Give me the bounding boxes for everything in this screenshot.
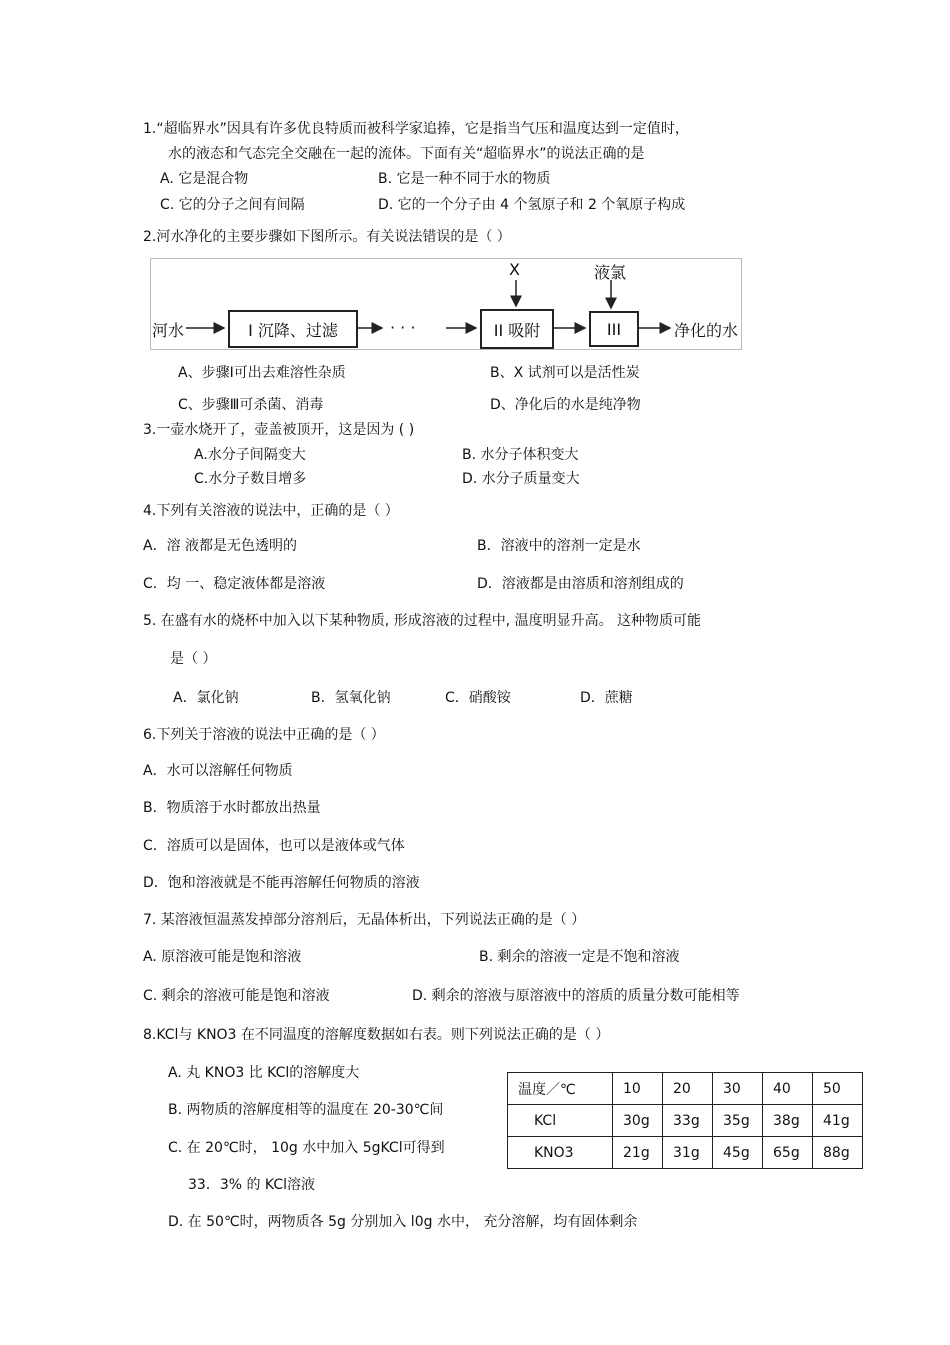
table-cell: 温度／℃ xyxy=(508,1073,613,1105)
q8-option-c-line2: 33．3% 的 KCl溶液 xyxy=(188,1177,316,1193)
table-cell: 31g xyxy=(663,1137,713,1169)
q2-option-b: B、X 试剂可以是活性炭 xyxy=(490,365,640,381)
q8-option-c-line1: C. 在 20℃时， 10g 水中加入 5gKCl可得到 xyxy=(168,1140,445,1156)
q4-stem: 4.下列有关溶液的说法中，正确的是（ ） xyxy=(143,503,399,519)
table-cell: 10 xyxy=(613,1073,663,1105)
q2-stem: 2.河水净化的主要步骤如下图所示。有关说法错误的是（ ） xyxy=(143,229,511,245)
step2-label: II 吸附 xyxy=(493,320,541,340)
q6-option-a: A．水可以溶解任何物质 xyxy=(143,763,293,779)
water-purification-diagram xyxy=(150,258,742,350)
table-header-row xyxy=(508,1073,863,1105)
liquid-chlorine-label: 液氯 xyxy=(594,263,627,282)
q1-option-b: B. 它是一种不同于水的物质 xyxy=(378,171,551,187)
q4-option-c: C．均 一、稳定液体都是溶液 xyxy=(143,576,326,592)
reagent-x-label: X xyxy=(509,260,520,279)
q5-option-a: A．氯化钠 xyxy=(173,690,239,706)
q2-option-d: D、净化后的水是纯净物 xyxy=(490,397,641,413)
q3-option-d: D. 水分子质量变大 xyxy=(462,471,580,487)
q7-option-d: D. 剩余的溶液与原溶液中的溶质的质量分数可能相等 xyxy=(412,988,740,1004)
q6-option-b: B．物质溶于水时都放出热量 xyxy=(143,800,321,816)
q2-option-a: A、步骤Ⅰ可出去难溶性杂质 xyxy=(178,365,346,381)
table-cell: 35g xyxy=(713,1105,763,1137)
q4-option-a: A．溶 液都是无色透明的 xyxy=(143,538,298,554)
q3-stem: 3.一壶水烧开了，壶盖被顶开，这是因为 ( ) xyxy=(143,422,415,438)
q5-stem-line1: 5. 在盛有水的烧杯中加入以下某种物质, 形成溶液的过程中, 温度明显升高。 这种物质可能 xyxy=(143,613,702,629)
q5-option-b: B．氢氧化钠 xyxy=(311,690,391,706)
ellipsis-label: · · · xyxy=(390,318,416,337)
table-cell: 30g xyxy=(613,1105,663,1137)
q3-option-b: B. 水分子体积变大 xyxy=(462,447,579,463)
q8-option-b: B. 两物质的溶解度相等的温度在 20-30℃间 xyxy=(168,1102,444,1118)
step3-label: III xyxy=(606,319,622,339)
table-cell: KNO3 xyxy=(508,1137,613,1169)
q1-option-c: C. 它的分子之间有间隔 xyxy=(160,197,305,213)
q8-option-a: A. 丸 KNO3 比 KCl的溶解度大 xyxy=(168,1065,360,1081)
step1-label: I 沉降、过滤 xyxy=(248,320,338,340)
table-cell: 30 xyxy=(713,1073,763,1105)
q4-option-b: B．溶液中的溶剂一定是水 xyxy=(477,538,641,554)
q1-option-a: A. 它是混合物 xyxy=(160,171,249,187)
q7-option-c: C. 剩余的溶液可能是饱和溶液 xyxy=(143,988,330,1004)
step1-box xyxy=(228,310,358,348)
table-cell: 88g xyxy=(813,1137,863,1169)
q8-stem: 8.KCl与 KNO3 在不同温度的溶解度数据如右表。则下列说法正确的是（ ） xyxy=(143,1027,610,1043)
table-cell: 50 xyxy=(813,1073,863,1105)
q1-stem-line1: 1.“超临界水”因具有许多优良特质而被科学家追捧，它是指当气压和温度达到一定值时， xyxy=(143,121,689,137)
river-water-label: 河水 xyxy=(152,321,185,340)
step3-box xyxy=(589,311,639,347)
q6-option-d: D．饱和溶液就是不能再溶解任何物质的溶液 xyxy=(143,875,420,891)
q1-stem-line2: 水的液态和气态完全交融在一起的流体。下面有关“超临界水”的说法正确的是 xyxy=(168,146,645,162)
purified-water-label: 净化的水 xyxy=(674,321,739,340)
q7-stem: 7. 某溶液恒温蒸发掉部分溶剂后，无晶体析出，下列说法正确的是（ ） xyxy=(143,912,586,928)
q5-stem-line2: 是（ ） xyxy=(170,651,217,667)
table-row xyxy=(508,1105,863,1137)
q6-option-c: C．溶质可以是固体，也可以是液体或气体 xyxy=(143,838,405,854)
q5-option-c: C．硝酸铵 xyxy=(445,690,511,706)
table-cell: 33g xyxy=(663,1105,713,1137)
q2-option-c: C、步骤Ⅲ可杀菌、消毒 xyxy=(178,397,324,413)
q8-option-d: D. 在 50℃时，两物质各 5g 分别加入 l0g 水中， 充分溶解，均有固体剩余 xyxy=(168,1214,638,1230)
q3-option-c: C.水分子数目增多 xyxy=(194,471,307,487)
q1-option-d: D. 它的一个分子由 4 个氢原子和 2 个氧原子构成 xyxy=(378,197,686,213)
solubility-table xyxy=(507,1072,863,1169)
step2-box xyxy=(480,309,554,349)
table-cell: 20 xyxy=(663,1073,713,1105)
q7-option-b: B. 剩余的溶液一定是不饱和溶液 xyxy=(479,949,680,965)
q7-option-a: A. 原溶液可能是饱和溶液 xyxy=(143,949,302,965)
table-row xyxy=(508,1137,863,1169)
table-cell: 21g xyxy=(613,1137,663,1169)
q4-option-d: D．溶液都是由溶质和溶剂组成的 xyxy=(477,576,684,592)
table-cell: 40 xyxy=(763,1073,813,1105)
table-cell: 38g xyxy=(763,1105,813,1137)
table-cell: 45g xyxy=(713,1137,763,1169)
table-cell: 65g xyxy=(763,1137,813,1169)
table-cell: 41g xyxy=(813,1105,863,1137)
q5-option-d: D．蔗糖 xyxy=(580,690,633,706)
q6-stem: 6.下列关于溶液的说法中正确的是（ ） xyxy=(143,727,385,743)
table-cell: KCl xyxy=(508,1105,613,1137)
q3-option-a: A.水分子间隔变大 xyxy=(194,447,306,463)
